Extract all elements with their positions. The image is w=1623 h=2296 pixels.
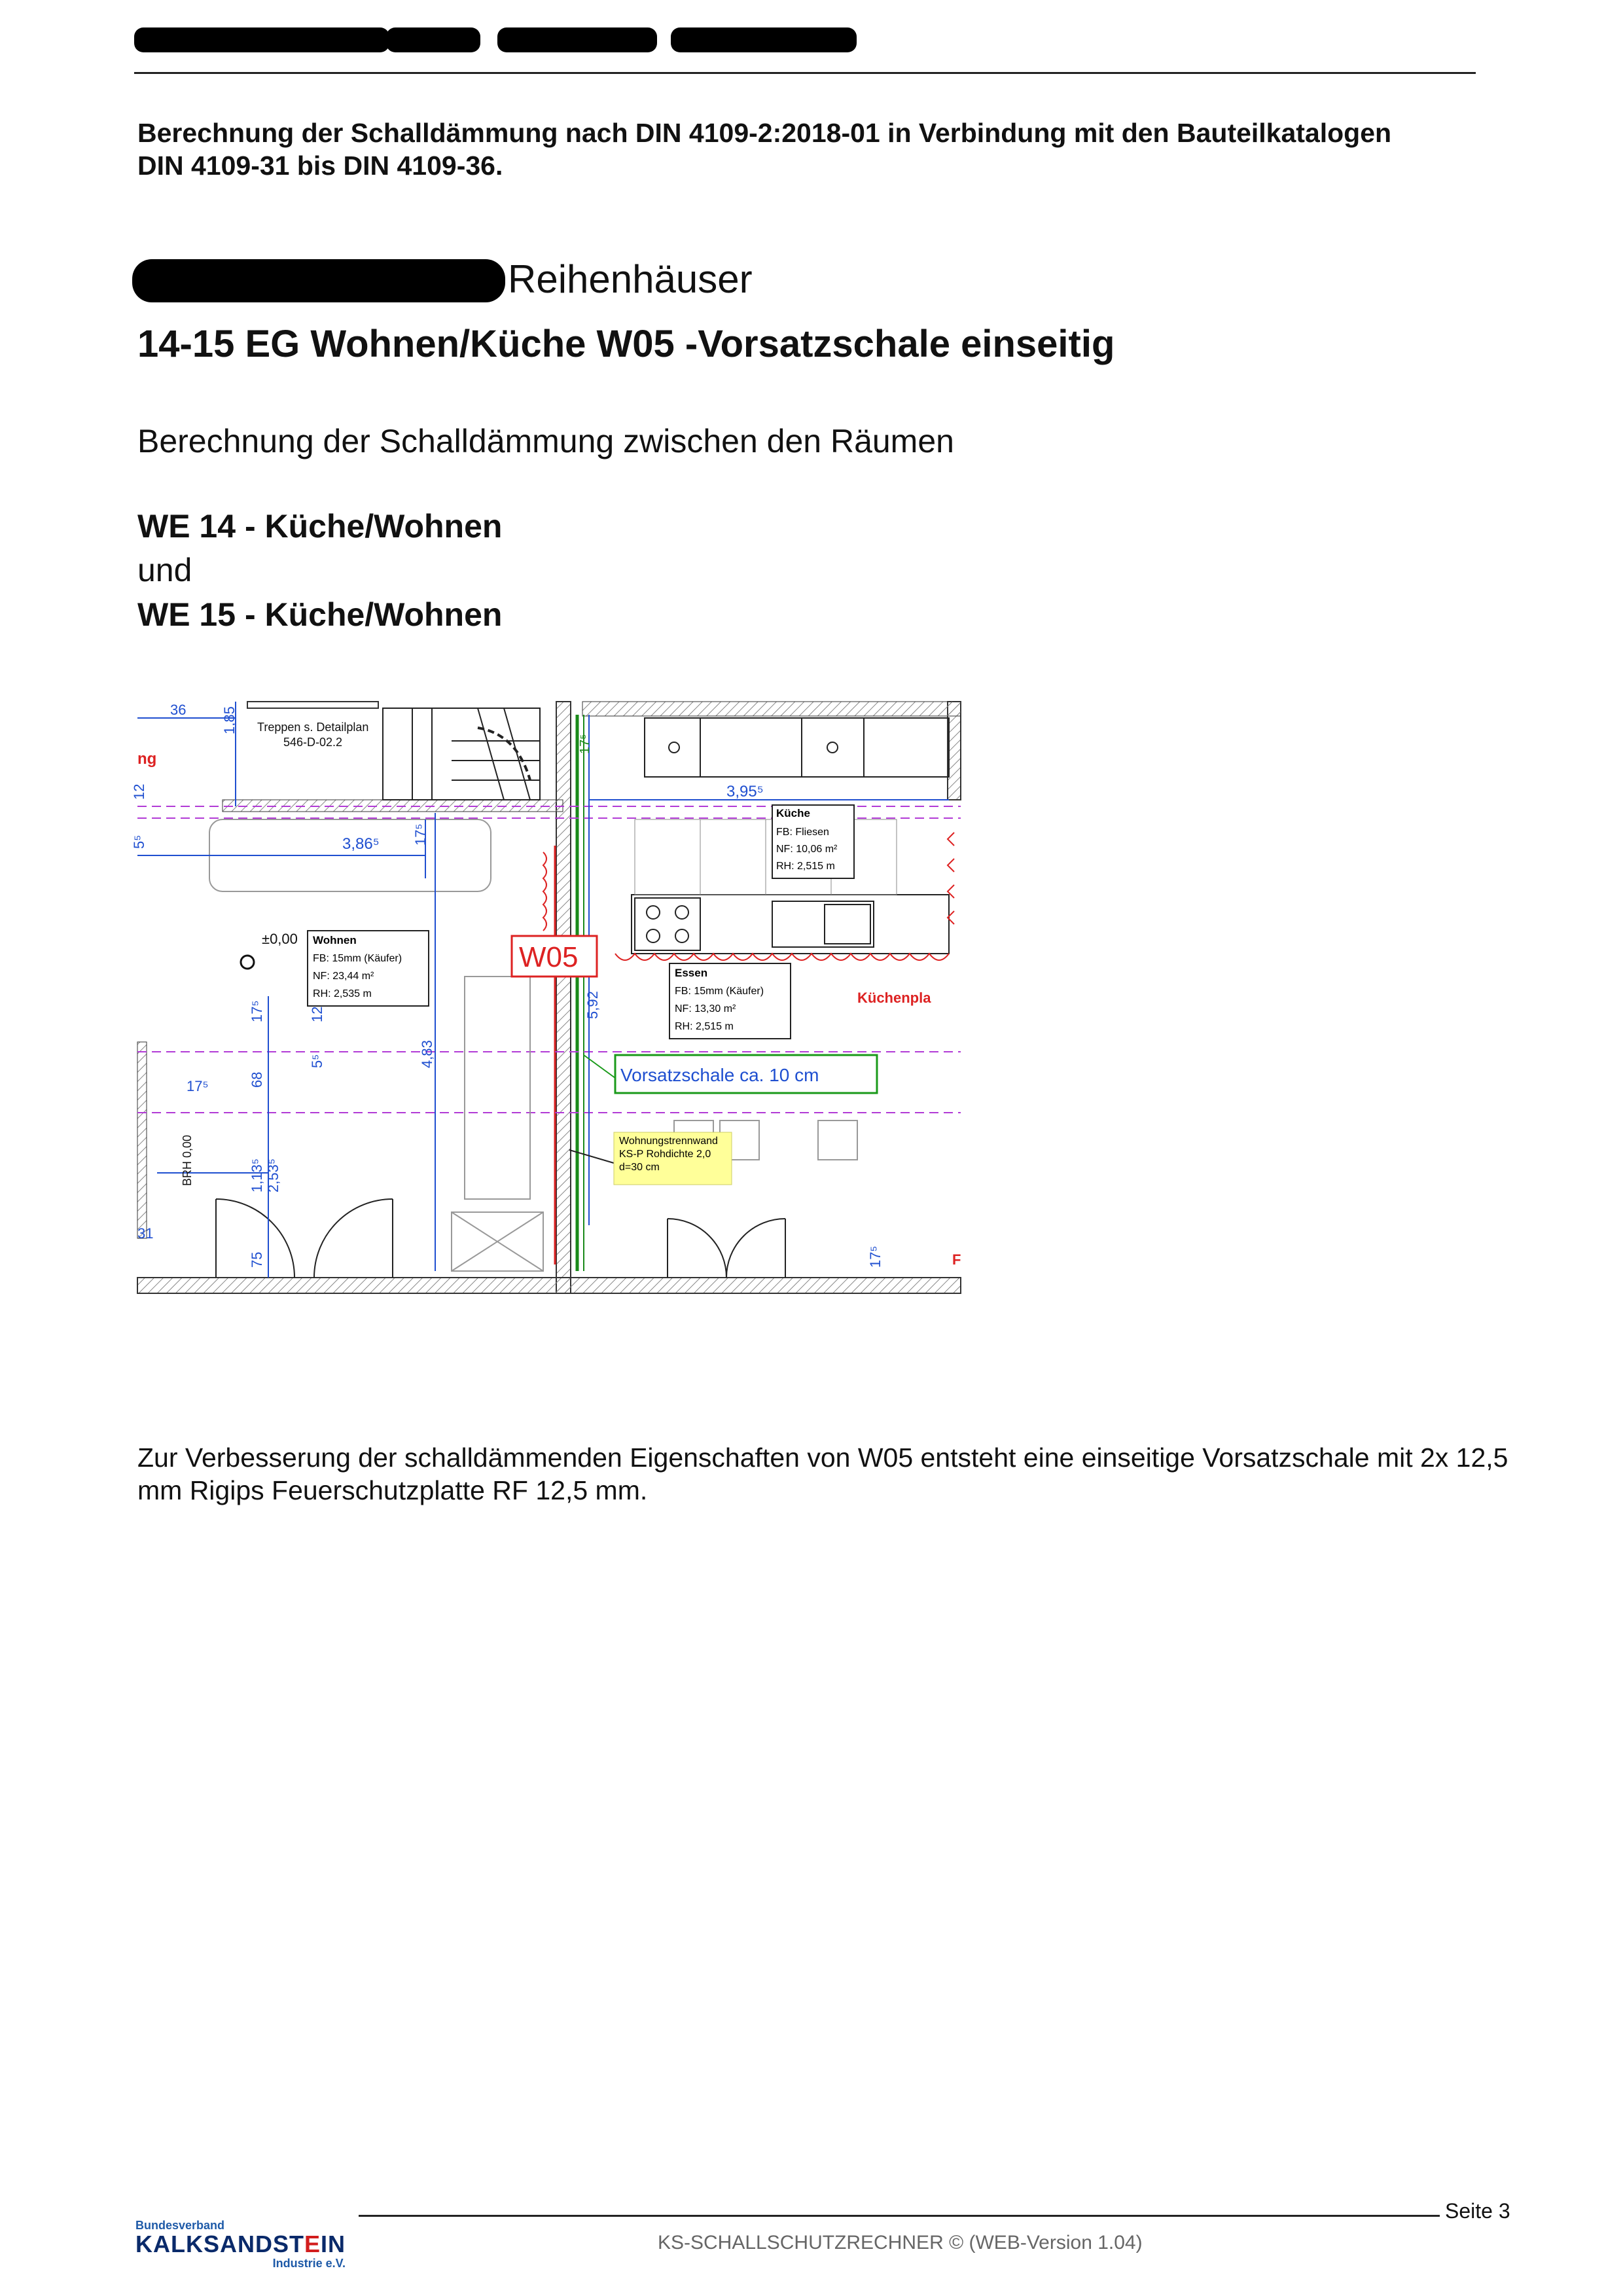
header-rule [134,72,1476,74]
svg-text:FB: Fliesen: FB: Fliesen [776,827,829,838]
project-name: Reihenhäuser [508,257,753,301]
svg-text:W05: W05 [519,941,579,973]
svg-text:17⁵: 17⁵ [412,823,429,846]
connector: und [137,552,192,588]
svg-text:FB: 15mm (Käufer): FB: 15mm (Käufer) [675,986,764,997]
kalksandstein-logo [135,2219,346,2270]
svg-text:Vorsatzschale ca. 10 cm: Vorsatzschale ca. 10 cm [620,1065,819,1085]
logo-line-3: Industrie e.V. [272,2257,346,2270]
svg-text:Küche: Küche [776,807,810,819]
svg-text:68: 68 [249,1071,265,1088]
w05-wall-tag [512,936,597,977]
left-wall [137,1042,147,1238]
redacted-header-1 [134,27,389,52]
svg-text:2,53⁵: 2,53⁵ [265,1158,281,1193]
redacted-header-2 [386,27,480,52]
room-a: WE 14 - Küche/Wohnen [137,508,503,545]
doors [216,1199,785,1278]
svg-text:546-D-02.2: 546-D-02.2 [283,736,343,749]
svg-text:F: F [952,1251,961,1268]
svg-text:ng: ng [137,750,157,768]
svg-text:NF: 10,06 m²: NF: 10,06 m² [776,844,838,855]
footer-app-name: KS-SCHALLSCHUTZRECHNER © (WEB-Version 1.04) [658,2232,1143,2253]
svg-text:±0,00: ±0,00 [262,931,298,947]
svg-text:4,83: 4,83 [419,1040,435,1068]
dining-room-label [669,963,791,1039]
intro-text: Berechnung der Schalldämmung nach DIN 4109-2:2018-01 in Verbindung mit den Bauteilkatalogen DIN 4109-31 bis DIN 4109-36. [137,118,1392,181]
svg-text:RH: 2,515 m: RH: 2,515 m [675,1021,734,1032]
logo-line-1: Bundesverband [135,2219,225,2232]
svg-text:31: 31 [137,1225,154,1242]
svg-text:d=30 cm: d=30 cm [619,1162,660,1173]
svg-text:Treppen s. Detailplan: Treppen s. Detailplan [257,721,369,734]
redacted-header-3 [497,27,657,52]
separating-wall [556,702,571,1293]
svg-text:KS-P Rohdichte 2,0: KS-P Rohdichte 2,0 [619,1149,711,1160]
svg-text:1,13⁵: 1,13⁵ [249,1158,265,1193]
vorsatzschale-callout [584,1055,877,1093]
svg-text:3,86⁵: 3,86⁵ [342,835,380,853]
redacted-header-4 [671,27,857,52]
stairs [383,708,540,800]
living-room-label [308,931,429,1006]
svg-text:NF: 23,44 m²: NF: 23,44 m² [313,971,374,982]
kitchen-room-label [772,805,854,878]
svg-text:12: 12 [309,1006,325,1022]
svg-text:Wohnen: Wohnen [313,934,357,946]
page-number: Seite 3 [1445,2199,1510,2223]
svg-text:5⁵: 5⁵ [131,834,147,849]
svg-text:17⁵: 17⁵ [578,734,592,754]
logo-line-2: KALKSANDSTEIN [135,2231,346,2257]
svg-text:17⁵: 17⁵ [249,1000,265,1022]
svg-text:Wohnungstrennwand: Wohnungstrennwand [619,1136,718,1147]
living-furniture [209,819,857,1271]
svg-text:Küchenpla: Küchenpla [857,990,931,1006]
svg-text:1,85: 1,85 [221,706,238,734]
top-wall [582,702,961,716]
svg-text:75: 75 [249,1251,265,1268]
svg-text:3,95⁵: 3,95⁵ [726,783,764,800]
svg-text:17⁵: 17⁵ [187,1078,209,1094]
svg-text:5⁵: 5⁵ [309,1054,325,1068]
svg-text:17⁵: 17⁵ [867,1246,883,1268]
floor-plan-image [131,702,961,1293]
room-b: WE 15 - Küche/Wohnen [137,596,503,633]
svg-text:FB: 15mm (Käufer): FB: 15mm (Käufer) [313,953,402,964]
svg-text:NF: 13,30 m²: NF: 13,30 m² [675,1003,736,1014]
svg-text:5,92: 5,92 [584,991,601,1019]
svg-text:Essen: Essen [675,967,708,979]
bottom-wall [137,1278,961,1293]
svg-text:RH: 2,515 m: RH: 2,515 m [776,861,835,872]
svg-text:RH: 2,535 m: RH: 2,535 m [313,988,372,999]
page-title: 14-15 EG Wohnen/Küche W05 -Vorsatzschale einseitig [137,323,1115,365]
section-subtitle: Berechnung der Schalldämmung zwischen den Räumen [137,423,954,459]
explanation-note: Zur Verbesserung der schalldämmenden Eigenschaften von W05 entsteht eine einseitige Vorsatzschale mit 2x 12,5 mm Rigips Feuerschutzplatte RF 12,5 mm. [137,1443,1508,1505]
svg-text:BRH 0,00: BRH 0,00 [181,1134,194,1186]
redacted-project-name [132,259,505,302]
svg-text:12: 12 [131,783,147,800]
svg-text:36: 36 [170,702,187,718]
footer-rule [359,2215,1440,2217]
trennwand-callout [569,1132,732,1185]
